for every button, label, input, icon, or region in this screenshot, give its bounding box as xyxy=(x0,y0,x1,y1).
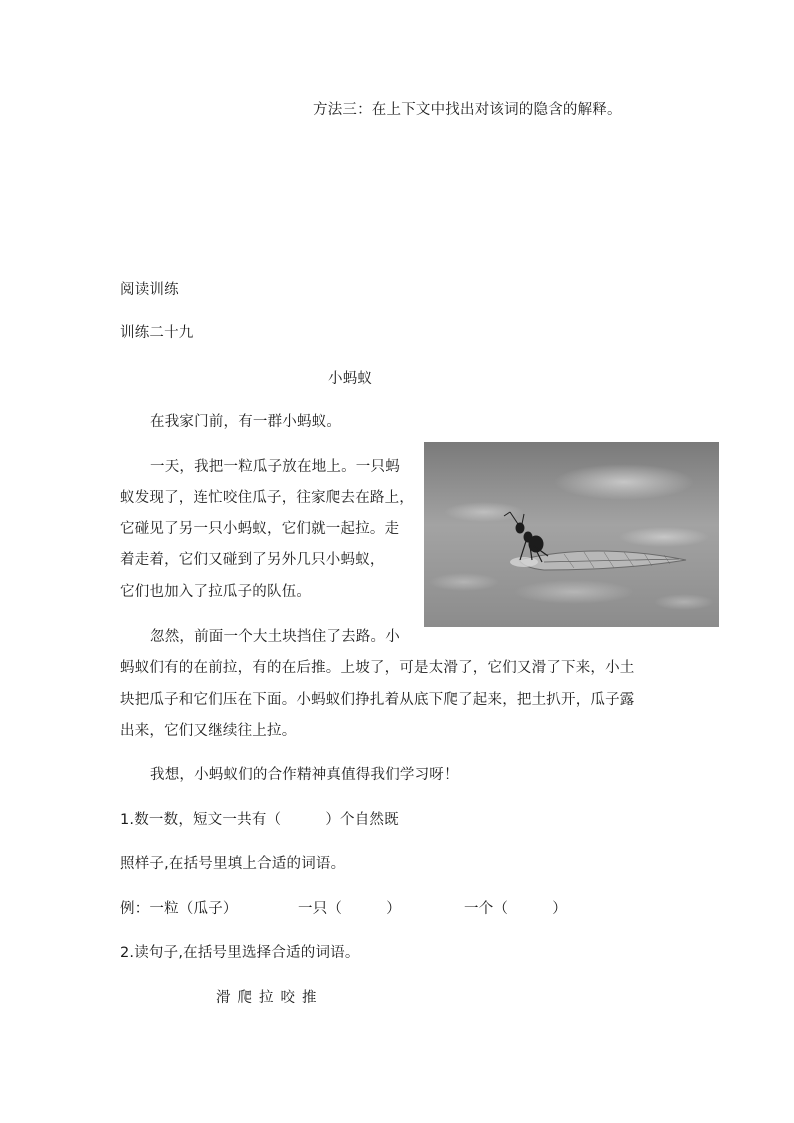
question-1b: 照样子,在括号里填上合适的词语。 xyxy=(120,856,346,872)
section-title: 阅读训练 xyxy=(120,282,179,298)
word-choices: 滑 爬 拉 咬 推 xyxy=(216,990,317,1006)
example-blank-2: 一个（ ） xyxy=(464,901,567,917)
ant-photo xyxy=(424,442,719,627)
paragraph-4: 我想，小蚂蚁们的合作精神真值得我们学习呀！ xyxy=(150,767,459,783)
exercise-title: 训练二十九 xyxy=(120,325,194,341)
example-blank-1: 一只（ ） xyxy=(298,901,401,917)
paragraph-2-line-5: 它们也加入了拉瓜子的队伍。 xyxy=(120,584,312,600)
example-label: 例：一粒（瓜子） xyxy=(120,901,238,917)
paragraph-2-line-1: 一天，我把一粒瓜子放在地上。一只蚂 xyxy=(150,459,400,475)
paragraph-3-line-2: 蚂蚁们有的在前拉，有的在后推。上坡了，可是太滑了，它们又滑了下来，小土 xyxy=(120,660,635,676)
question-2: 2.读句子,在括号里选择合适的词语。 xyxy=(120,945,360,961)
question-1: 1.数一数，短文一共有（ ）个自然既 xyxy=(120,812,399,828)
paragraph-3-line-1: 忽然，前面一个大土块挡住了去路。小 xyxy=(150,629,400,645)
paragraph-3-line-3: 块把瓜子和它们压在下面。小蚂蚁们挣扎着从底下爬了起来，把土扒开，瓜子露 xyxy=(120,692,635,708)
method-three-text: 方法三：在上下文中找出对该词的隐含的解释。 xyxy=(313,102,622,118)
paragraph-3-line-4: 出来，它们又继续往上拉。 xyxy=(120,723,297,739)
story-title: 小蚂蚁 xyxy=(328,371,373,387)
paragraph-2-line-4: 着走着，它们又碰到了另外几只小蚂蚁， xyxy=(120,552,385,568)
ant-photo-illustration xyxy=(424,442,719,627)
paragraph-2-line-2: 蚁发现了，连忙咬住瓜子，往家爬去在路上， xyxy=(120,490,414,506)
paragraph-2-line-3: 它碰见了另一只小蚂蚁，它们就一起拉。走 xyxy=(120,521,400,537)
paragraph-1: 在我家门前，有一群小蚂蚁。 xyxy=(150,414,342,430)
